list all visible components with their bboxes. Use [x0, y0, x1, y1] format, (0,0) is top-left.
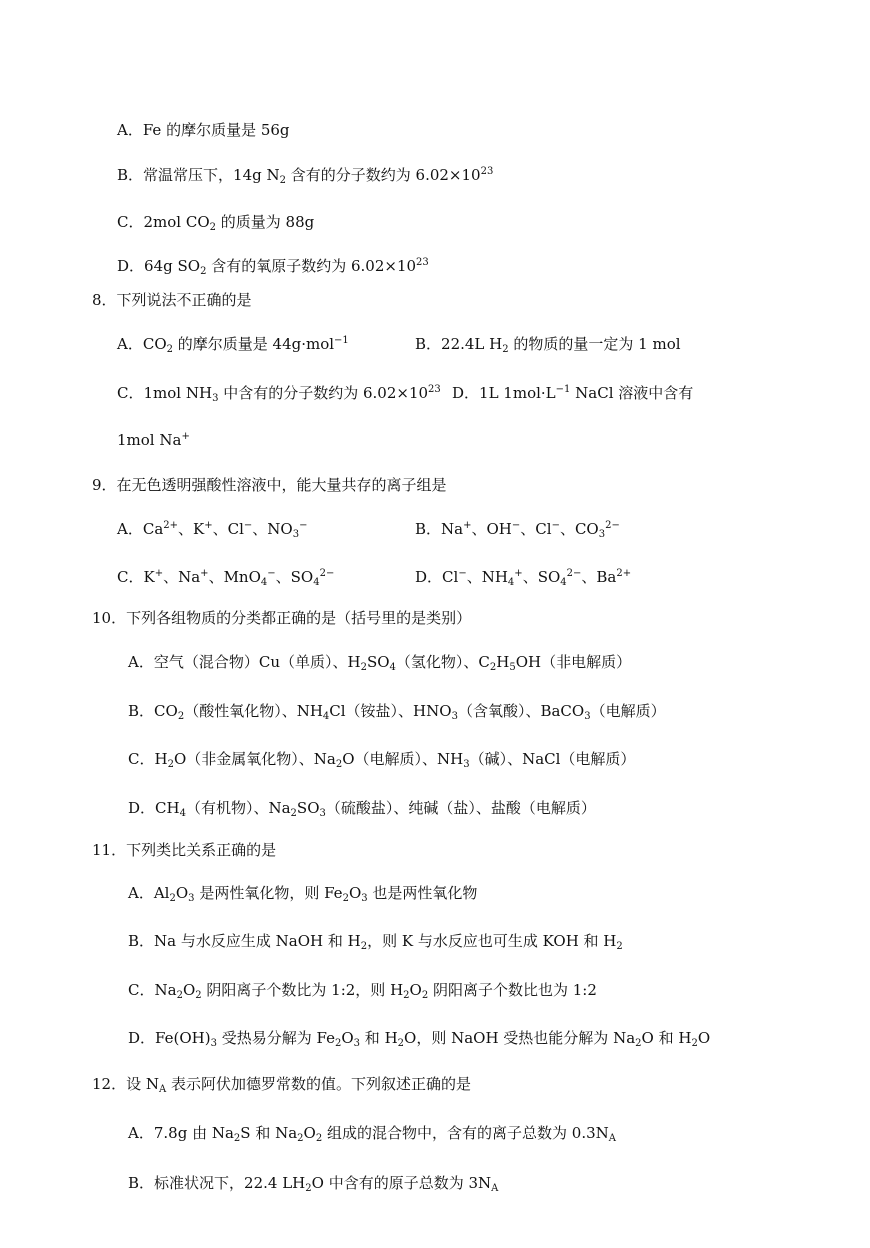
q9-option-a: A．$Ca^{2+}$、K+、Cl−、$NO_3^-$ — [117, 520, 308, 540]
q12-option-b: B．标准状况下，22.4 $LH_2O$ 中含有的原子总数为 $3N_A$ — [128, 1174, 499, 1194]
q7-option-d: D．64g $SO_2$ 含有的氧原子数约为 $6.02\times 10^{23}$ — [117, 257, 429, 277]
q11-stem: 11．下列类比关系正确的是 — [92, 841, 277, 859]
q11-option-a: A．$Al_2O_3$ 是两性氧化物，则 $Fe_2O_3$ 也是两性氧化物 — [128, 884, 478, 904]
q10-stem: 10．下列各组物质的分类都正确的是（括号里的是类别） — [92, 609, 472, 627]
q8-option-a: A．$CO_2$ 的摩尔质量是 44g·mol$^{-1}$ — [117, 335, 349, 355]
q10-option-b: B．$CO_2$（酸性氧化物）、$NH_4Cl$（铵盐）、$HNO_3$（含氧酸）、BaCO$_3$（电解质） — [128, 702, 666, 722]
q10-option-c: C．$H_2O$（非金属氧化物）、$Na_2O$（电解质）、$NH_3$（碱）、NaCl（电解质） — [128, 750, 636, 770]
q12-option-a: A．7.8g 由 $Na_2S$ 和 $Na_2O_2$ 组成的混合物中，含有的离子总数为 $0.3N_A$ — [128, 1124, 616, 1144]
q9-option-c: C．K+、Na+、MnO$_4$−、$SO_4^{2-}$ — [117, 568, 335, 588]
q9-option-d: D．Cl−、$NH_4^+$、$SO_4^{2-}$、$Ba^{2+}$ — [415, 568, 632, 588]
q11-option-c: C．$Na_2O_2$ 阴阳离子个数比为 1:2，则 $H_2O_2$ 阴阳离子个数比也为 1:2 — [128, 981, 597, 1001]
q11-option-b: B．Na 与水反应生成 NaOH 和 $H_2$，则 K 与水反应也可生成 KOH 和 $H_2$ — [128, 932, 623, 952]
q8-option-d-continued: 1mol Na+ — [117, 431, 190, 449]
q7-option-a: A．Fe 的摩尔质量是 56g — [117, 121, 290, 139]
q8-option-d: D．1L $1mol\cdot L^{-1}$ NaCl 溶液中含有 — [452, 384, 694, 402]
q8-option-b: B．22.4L $H_2$ 的物质的量一定为 1 mol — [415, 335, 681, 355]
q10-option-a: A．空气（混合物）Cu（单质）、$H_2SO_4$（氢化物）、$C_2H_5OH$（非电解质） — [128, 653, 632, 673]
q9-stem: 9．在无色透明强酸性溶液中，能大量共存的离子组是 — [92, 476, 447, 494]
q8-option-c: C．1mol $NH_3$ 中含有的分子数约为 $6.02\times 10^{23}$ — [117, 384, 441, 404]
q7-option-b: B．常温常压下，14g $N_2$ 含有的分子数约为 $6.02\times 10^{23}$ — [117, 166, 494, 186]
q8-stem: 8．下列说法不正确的是 — [92, 291, 252, 309]
q10-option-d: D．$CH_4$（有机物）、$Na_2SO_3$（硫酸盐）、纯碱（盐）、盐酸（电解质） — [128, 799, 596, 819]
q12-stem: 12．设 $N_A$ 表示阿伏加德罗常数的值。下列叙述正确的是 — [92, 1075, 471, 1095]
q11-option-d: D．$Fe(OH)_3$ 受热易分解为 $Fe_2O_3$ 和 $H_2O$，则 NaOH 受热也能分解为 $Na_2O$ 和 $H_2O$ — [128, 1029, 711, 1049]
q7-option-c: C．2mol $CO_2$ 的质量为 88g — [117, 213, 315, 233]
q9-option-b: B．Na+、OH−、Cl−、$CO_3^{2-}$ — [415, 520, 620, 540]
